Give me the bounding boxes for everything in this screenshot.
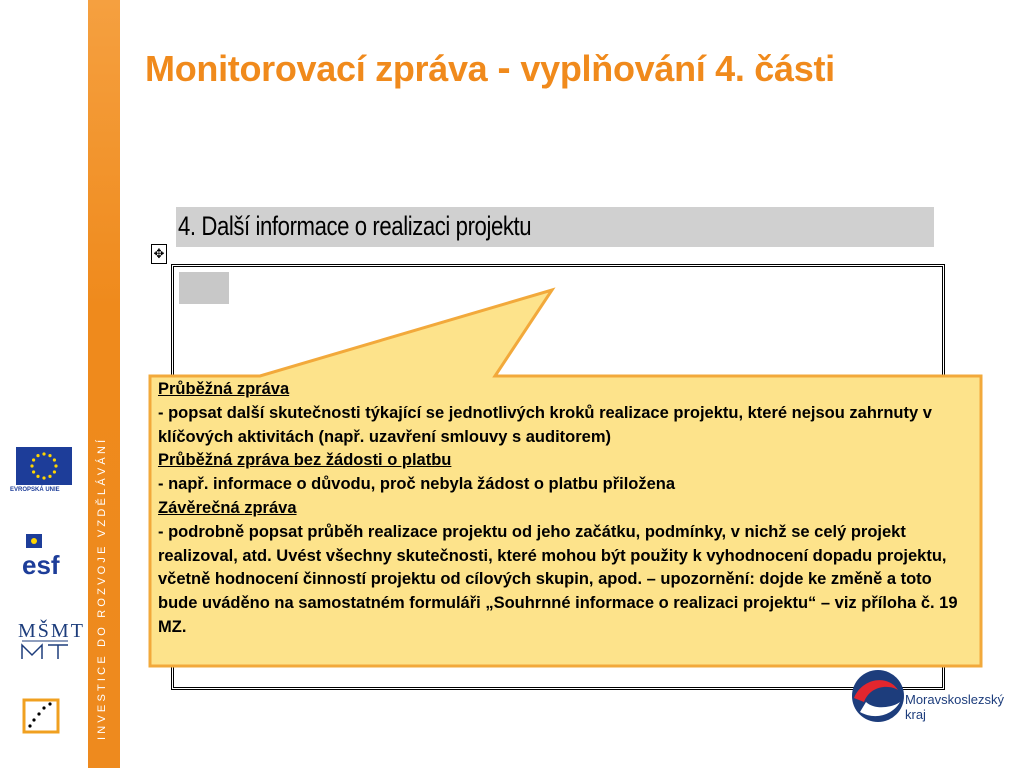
section-2-title: Průběžná zpráva bez žádosti o platbu [158, 451, 452, 470]
title-dash: - [497, 46, 511, 90]
esf-logo-text: esf [22, 550, 60, 580]
title-part-1: Monitorovací zpráva [145, 48, 488, 89]
title-part-2: vyplňování 4. části [520, 48, 835, 89]
section-1-title: Průběžná zpráva [158, 380, 290, 398]
investice-logo [18, 692, 70, 740]
section-3-title: Závěrečná zpráva [158, 498, 297, 517]
eu-stars-icon [16, 447, 72, 485]
eu-caption: EVROPSKÁ UNIE [10, 487, 60, 493]
moravskoslezsky-kraj-name [905, 692, 1004, 722]
msmt-logo [18, 615, 85, 661]
section-1-dash: - [158, 403, 169, 422]
section-1-text: popsat další skutečnosti týkající se jednotlivých kroků realizace projektu, které nejsou zahrnuty v klíčových aktivitách (např. uzavření smlouvy s auditorem) [158, 403, 932, 446]
side-slogan: INVESTICE DO ROZVOJE VZDĚLÁVÁNÍ [96, 436, 108, 740]
section-2-text: např. informace o důvodu, proč nebyla žádost o platbu přiložena [168, 475, 676, 494]
callout-text [158, 378, 973, 640]
eu-flag-logo [16, 447, 72, 485]
section-2-dash: - [158, 475, 169, 494]
form-section-heading-text: 4. Další informace o realizaci projektu [178, 211, 532, 241]
msmt-logo-text: MŠMT [18, 620, 85, 642]
msk-name-line-1: Moravskoslezský [905, 692, 1004, 707]
esf-logo [20, 530, 72, 580]
section-3-text: - podrobně popsat průběh realizace projektu od jeho začátku, podmínky, v nichž se celý projekt realizoval, atd. Uvést všechny skutečnosti, které mohou být použity k vyhodnocení dopadu projektu, včetně hodnocení činností projektu od cílových skupin, apod. – upozornění: dojde ke změně a toto bude uváděno na samostatném formuláři „Souhrnné informace o realizaci projektu“ – viz příloha č. 19 MZ. [158, 522, 958, 636]
moravskoslezsky-kraj-logo [848, 668, 908, 724]
table-move-handle-icon[interactable]: ✥ [151, 244, 167, 264]
msk-name-line-2: kraj [905, 707, 926, 722]
